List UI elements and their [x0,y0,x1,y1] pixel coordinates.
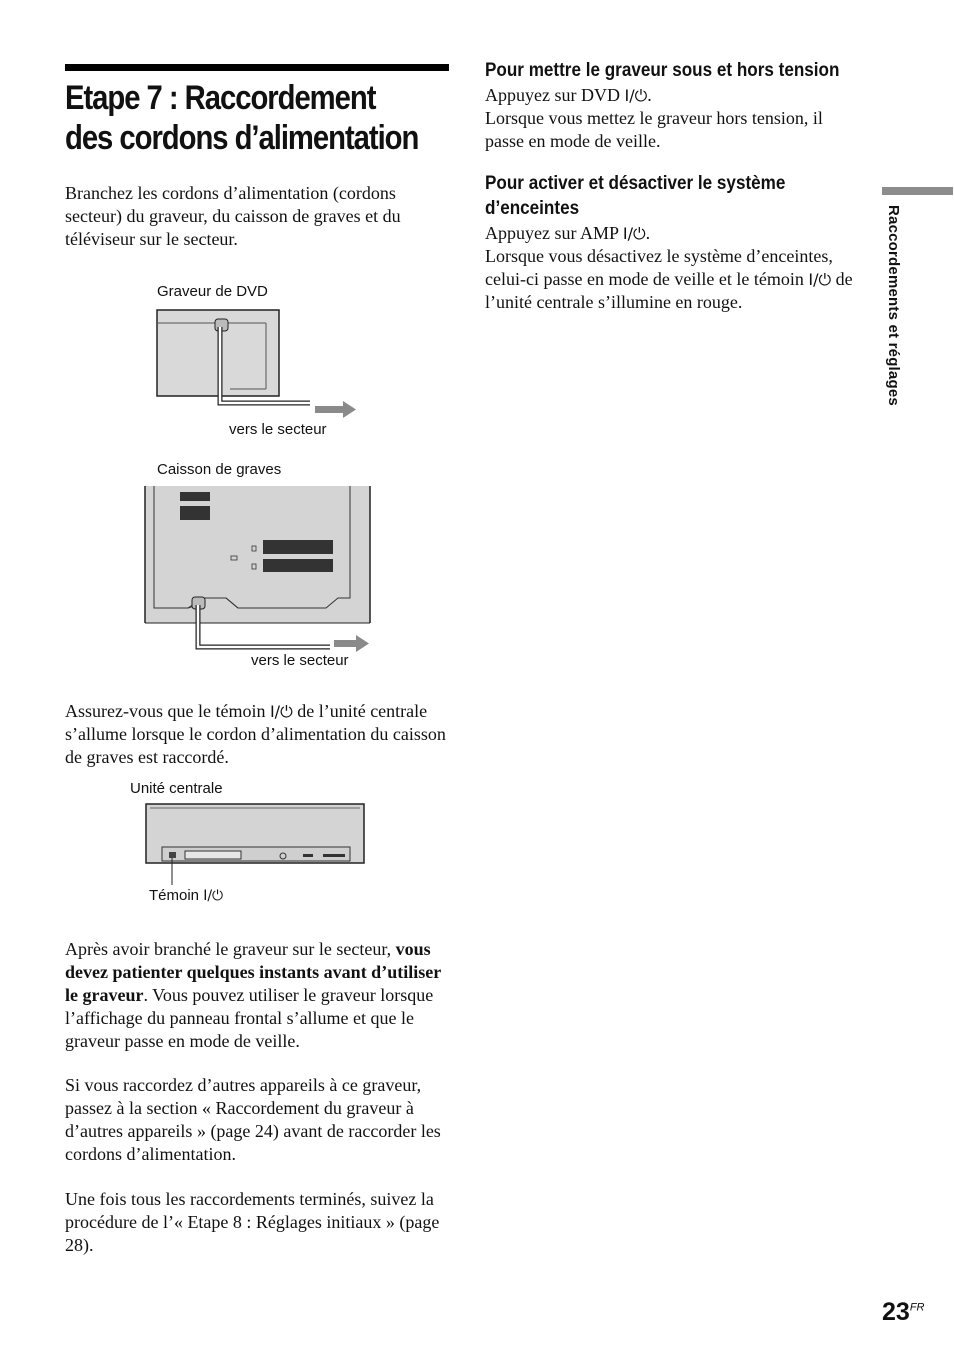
power-standby-icon: I/⏻ [624,86,648,105]
wait-paragraph [65,938,453,1053]
wait-text-start: Après avoir branché le graveur sur le secteur, [65,939,396,959]
indicator-callout-text: Témoin [149,887,204,904]
subwoofer-diagram [140,480,380,655]
page-language-suffix: FR [909,1301,925,1314]
check-text-end: de l’unité centrale s’allume lorsque le cordon d’alimentation du caisson de graves est raccordé. [65,701,446,767]
main-unit-label: Unité centrale [130,780,223,797]
section-side-label: Raccordements et réglages [885,205,902,406]
title-rule [65,64,449,71]
intro-paragraph: Branchez les cordons d’alimentation (cordons secteur) du graveur, du caisson de graves et du téléviseur sur le secteur. [65,183,401,249]
speaker-system-heading [485,171,785,221]
page-number-value: 23 [882,1298,910,1326]
wait-text-bold: vous devez patienter quelques instants avant d’utiliser le graveur [65,939,441,1005]
wait-text-end: . Vous pouvez utiliser le graveur lorsque l’affichage du panneau frontal s’allume et que le graveur passe en mode de veille. [65,985,434,1051]
power-standby-icon: I/⏻ [203,888,224,904]
power-standby-icon: I/⏻ [808,270,832,289]
speaker-system-paragraph: Appuyez sur AMP I/⏻. Lorsque vous désactivez le système d’enceintes, celui-ci passe en mode de veille et le témoin I/⏻ de l’unité centrale s’illumine en rouge. [485,223,853,312]
indicator-light-icon [169,852,176,858]
subwoofer-label: Caisson de graves [157,461,282,478]
dvd-recorder-label: Graveur de DVD [157,283,268,300]
indicator-check-paragraph [65,700,450,769]
next-step-paragraph: Une fois tous les raccordements terminés, suivez la procédure de l’« Etape 8 : Réglages initiaux » (page 28). [65,1189,440,1255]
power-recorder-note: Lorsque vous mettez le graveur hors tension, il passe en mode de veille. [485,108,823,151]
section-tab [882,187,953,195]
other-devices-paragraph: Si vous raccordez d’autres appareils à ce graveur, passez à la section « Raccordement du graveur à d’autres appareils » (page 24) avant de raccorder les cordons d’alimentation. [65,1075,441,1164]
page-number [882,1298,924,1327]
page-title-line-1: Etape 7 : Raccordement [65,79,376,117]
indicator-callout [149,887,223,905]
subwoofer-mains-label: vers le secteur [251,652,349,669]
speaker-system-note-start: Lorsque vous désactivez le système d’enceintes, celui-ci passe en mode de veille et le témoin [485,246,833,289]
power-standby-icon: I/⏻ [269,702,293,721]
subwoofer-body [145,486,370,623]
speaker-system-heading-line-2: d’enceintes [485,198,580,219]
check-text-start: Assurez-vous que le témoin [65,701,270,721]
page-title [65,78,419,158]
power-recorder-step: Appuyez sur DVD [485,85,625,105]
dvd-recorder-diagram [150,303,365,423]
power-recorder-heading: Pour mettre le graveur sous et hors tension [485,60,840,81]
speaker-system-step: Appuyez sur AMP [485,223,623,243]
power-standby-icon: I/⏻ [622,224,646,243]
speaker-system-heading-line-1: Pour activer et désactiver le système [485,173,786,194]
arrow-to-outlet-icon [315,406,343,413]
speaker-system-note-end: de l’unité centrale s’illumine en rouge. [485,269,853,312]
arrow-to-outlet-icon [334,640,358,647]
dvd-mains-label: vers le secteur [229,421,327,438]
power-recorder-paragraph: Appuyez sur DVD I/⏻. Lorsque vous mettez le graveur hors tension, il passe en mode de veille. [485,85,823,151]
page-title-line-2: des cordons d’alimentation [65,119,419,157]
